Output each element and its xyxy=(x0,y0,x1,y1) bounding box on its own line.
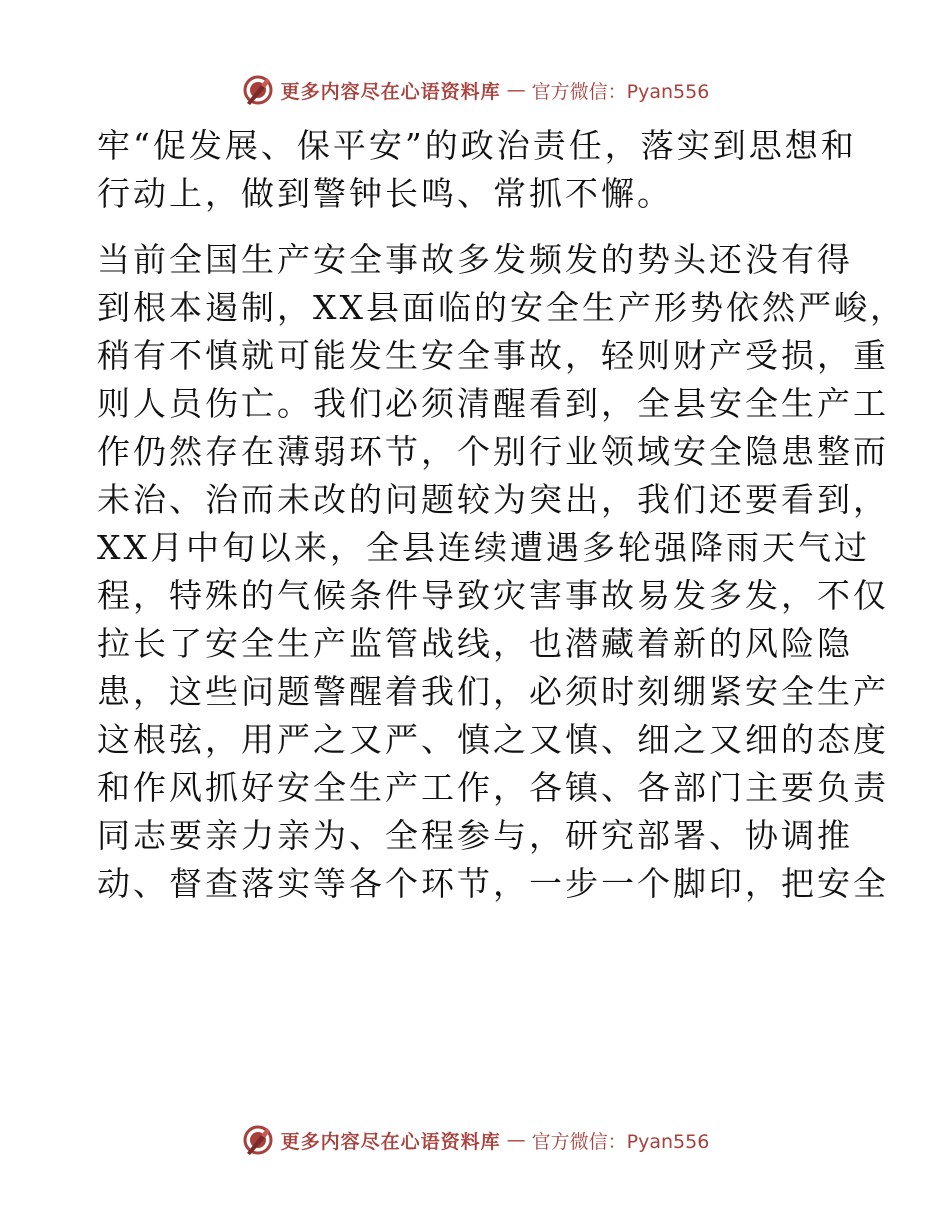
watermark-brand: 更多内容尽在心语资料库 xyxy=(280,1130,501,1153)
text-line: 动、督查落实等各个环节，一步一个脚印，把安全 xyxy=(97,864,889,903)
text-line: 稍有不慎就可能发生安全事故，轻则财产受损，重 xyxy=(97,336,889,375)
text-line: 和作风抓好安全生产工作，各镇、各部门主要负责 xyxy=(97,768,889,807)
watermark-brand: 更多内容尽在心语资料库 xyxy=(280,80,501,103)
text-line: 拉长了安全生产监管战线，也潜藏着新的风险隐 xyxy=(97,624,853,663)
paragraph xyxy=(97,122,857,218)
watermark-separator: — xyxy=(506,1129,526,1151)
text-line: XX月中旬以来，全县连续遭遇多轮强降雨天气过 xyxy=(97,528,870,567)
text-line: 程，特殊的气候条件导致灾害事故易发多发，不仅 xyxy=(97,576,889,615)
pen-logo-icon xyxy=(241,73,275,107)
text-line: 作仍然存在薄弱环节，个别行业领域安全隐患整而 xyxy=(97,432,889,471)
text-line: 行动上，做到警钟长鸣、常抓不懈。 xyxy=(97,174,673,213)
document-body xyxy=(97,122,906,908)
text-line: 则人员伤亡。我们必须清醒看到，全县安全生产工 xyxy=(97,384,889,423)
text-line: 同志要亲力亲为、全程参与，研究部署、协调推 xyxy=(97,816,853,855)
watermark-wechat: 官方微信：Pyan556 xyxy=(531,80,710,103)
watermark-wechat: 官方微信：Pyan556 xyxy=(531,1130,710,1153)
text-line: 未治、治而未改的问题较为突出，我们还要看到， xyxy=(97,480,889,519)
watermark-separator: — xyxy=(506,79,526,101)
text-line: 到根本遏制，XX县面临的安全生产形势依然严峻， xyxy=(97,288,906,327)
text-line: 牢“促发展、保平安”的政治责任，落实到思想和 xyxy=(97,126,857,165)
pen-logo-icon xyxy=(241,1123,275,1157)
watermark-banner-bottom xyxy=(0,1120,950,1160)
text-line: 当前全国生产安全事故多发频发的势头还没有得 xyxy=(97,240,853,279)
text-line: 这根弦，用严之又严、慎之又慎、细之又细的态度 xyxy=(97,720,889,759)
paragraph xyxy=(97,236,906,908)
text-line: 患，这些问题警醒着我们，必须时刻绷紧安全生产 xyxy=(97,672,889,711)
watermark-banner-top xyxy=(0,70,950,110)
